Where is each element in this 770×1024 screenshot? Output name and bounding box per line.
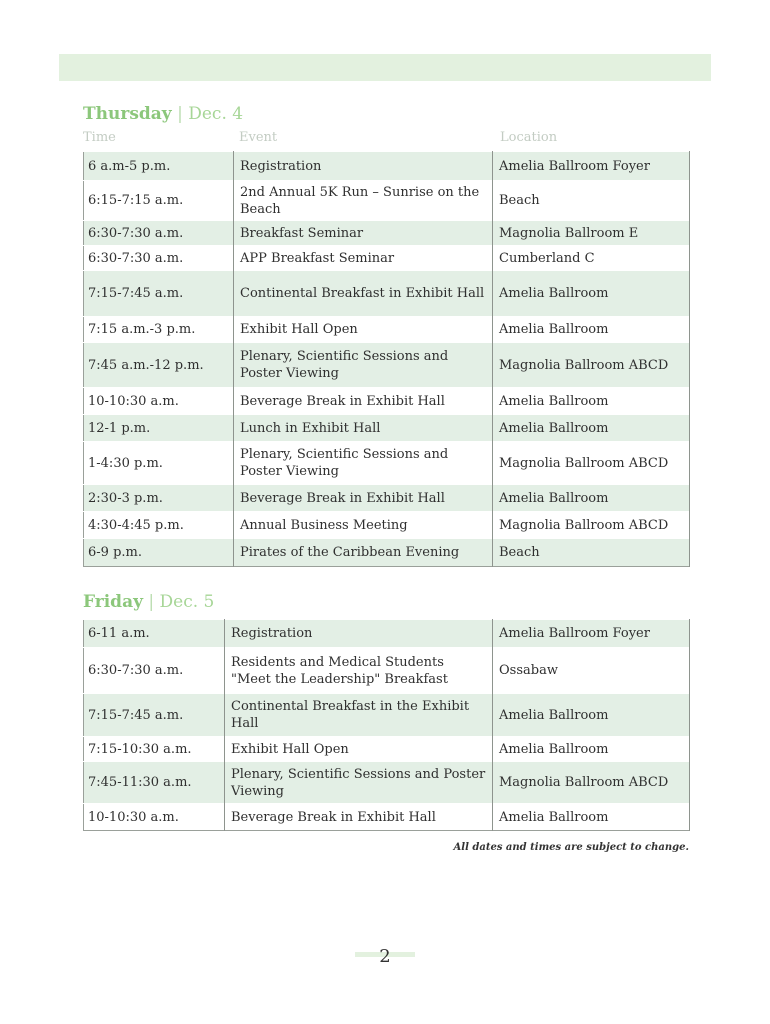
- cell-location: Cumberland C: [493, 246, 690, 271]
- cell-location: Magnolia Ballroom ABCD: [493, 442, 690, 485]
- cell-location: Ossabaw: [493, 648, 690, 694]
- thursday-schedule-body: [84, 152, 690, 567]
- friday-schedule-body: [84, 620, 690, 831]
- table-row: [84, 648, 690, 694]
- page-number: [355, 946, 415, 967]
- cell-location: Amelia Ballroom: [493, 804, 690, 831]
- table-row: [84, 388, 690, 415]
- cell-time: 6:15-7:15 a.m.: [84, 181, 234, 221]
- cell-location: Amelia Ballroom: [493, 388, 690, 415]
- cell-event: Registration: [225, 620, 493, 648]
- cell-event: Beverage Break in Exhibit Hall: [234, 388, 493, 415]
- table-row: [84, 221, 690, 246]
- cell-event: 2nd Annual 5K Run – Sunrise on the Beach: [234, 181, 493, 221]
- thursday-day: Thursday: [83, 104, 172, 124]
- cell-event: Annual Business Meeting: [234, 512, 493, 539]
- cell-location: Magnolia Ballroom E: [493, 221, 690, 246]
- friday-heading: [83, 592, 214, 612]
- thursday-heading: [83, 104, 243, 124]
- heading-separator: |: [177, 104, 183, 124]
- cell-event: Exhibit Hall Open: [234, 317, 493, 343]
- cell-event: Beverage Break in Exhibit Hall: [225, 804, 493, 831]
- page-number-text: 2: [379, 946, 391, 967]
- cell-location: Magnolia Ballroom ABCD: [493, 762, 690, 804]
- cell-location: Amelia Ballroom: [493, 694, 690, 737]
- table-row: [84, 804, 690, 831]
- cell-location: Beach: [493, 181, 690, 221]
- table-row: [84, 317, 690, 343]
- thursday-date: Dec. 4: [188, 104, 244, 124]
- table-row: [84, 271, 690, 317]
- cell-event: Exhibit Hall Open: [225, 737, 493, 762]
- friday-day: Friday: [83, 592, 143, 612]
- cell-time: 10-10:30 a.m.: [84, 388, 234, 415]
- table-row: [84, 181, 690, 221]
- cell-time: 7:45-11:30 a.m.: [84, 762, 225, 804]
- cell-time: 12-1 p.m.: [84, 415, 234, 442]
- cell-event: Residents and Medical Students "Meet the Leadership" Breakfast: [225, 648, 493, 694]
- table-row: [84, 737, 690, 762]
- cell-location: Amelia Ballroom Foyer: [493, 620, 690, 648]
- cell-time: 6 a.m-5 p.m.: [84, 152, 234, 181]
- column-header-time: Time: [83, 130, 116, 145]
- cell-event: Registration: [234, 152, 493, 181]
- cell-event: Beverage Break in Exhibit Hall: [234, 485, 493, 512]
- cell-time: 7:15-7:45 a.m.: [84, 694, 225, 737]
- cell-location: Amelia Ballroom: [493, 271, 690, 317]
- column-header-event: Event: [239, 130, 278, 145]
- cell-event: Continental Breakfast in the Exhibit Hall: [225, 694, 493, 737]
- cell-event: APP Breakfast Seminar: [234, 246, 493, 271]
- cell-time: 6-9 p.m.: [84, 539, 234, 567]
- heading-separator: |: [148, 592, 155, 612]
- footnote: All dates and times are subject to change.: [453, 842, 689, 853]
- cell-time: 6:30-7:30 a.m.: [84, 246, 234, 271]
- cell-time: 7:15-7:45 a.m.: [84, 271, 234, 317]
- cell-location: Magnolia Ballroom ABCD: [493, 512, 690, 539]
- cell-event: Pirates of the Caribbean Evening: [234, 539, 493, 567]
- cell-event: Plenary, Scientific Sessions and Poster Viewing: [234, 442, 493, 485]
- table-row: [84, 442, 690, 485]
- cell-location: Amelia Ballroom: [493, 485, 690, 512]
- cell-event: Lunch in Exhibit Hall: [234, 415, 493, 442]
- cell-time: 1-4:30 p.m.: [84, 442, 234, 485]
- cell-location: Amelia Ballroom Foyer: [493, 152, 690, 181]
- cell-event: Plenary, Scientific Sessions and Poster Viewing: [225, 762, 493, 804]
- cell-time: 7:15-10:30 a.m.: [84, 737, 225, 762]
- cell-time: 2:30-3 p.m.: [84, 485, 234, 512]
- table-row: [84, 415, 690, 442]
- cell-time: 7:15 a.m.-3 p.m.: [84, 317, 234, 343]
- cell-location: Amelia Ballroom: [493, 737, 690, 762]
- table-row: [84, 246, 690, 271]
- header-band: [59, 54, 711, 81]
- cell-location: Amelia Ballroom: [493, 415, 690, 442]
- cell-time: 7:45 a.m.-12 p.m.: [84, 343, 234, 388]
- cell-time: 10-10:30 a.m.: [84, 804, 225, 831]
- cell-location: Beach: [493, 539, 690, 567]
- friday-date: Dec. 5: [159, 592, 215, 612]
- table-row: [84, 485, 690, 512]
- friday-schedule-table: [83, 619, 690, 831]
- cell-time: 6-11 a.m.: [84, 620, 225, 648]
- cell-location: Amelia Ballroom: [493, 317, 690, 343]
- column-header-location: Location: [500, 130, 558, 145]
- cell-event: Breakfast Seminar: [234, 221, 493, 246]
- thursday-schedule-table: [83, 151, 690, 567]
- cell-location: Magnolia Ballroom ABCD: [493, 343, 690, 388]
- table-row: [84, 694, 690, 737]
- table-row: [84, 343, 690, 388]
- cell-event: Continental Breakfast in Exhibit Hall: [234, 271, 493, 317]
- table-row: [84, 762, 690, 804]
- cell-time: 6:30-7:30 a.m.: [84, 648, 225, 694]
- cell-time: 4:30-4:45 p.m.: [84, 512, 234, 539]
- cell-time: 6:30-7:30 a.m.: [84, 221, 234, 246]
- table-row: [84, 152, 690, 181]
- table-row: [84, 539, 690, 567]
- cell-event: Plenary, Scientific Sessions and Poster Viewing: [234, 343, 493, 388]
- table-row: [84, 620, 690, 648]
- table-row: [84, 512, 690, 539]
